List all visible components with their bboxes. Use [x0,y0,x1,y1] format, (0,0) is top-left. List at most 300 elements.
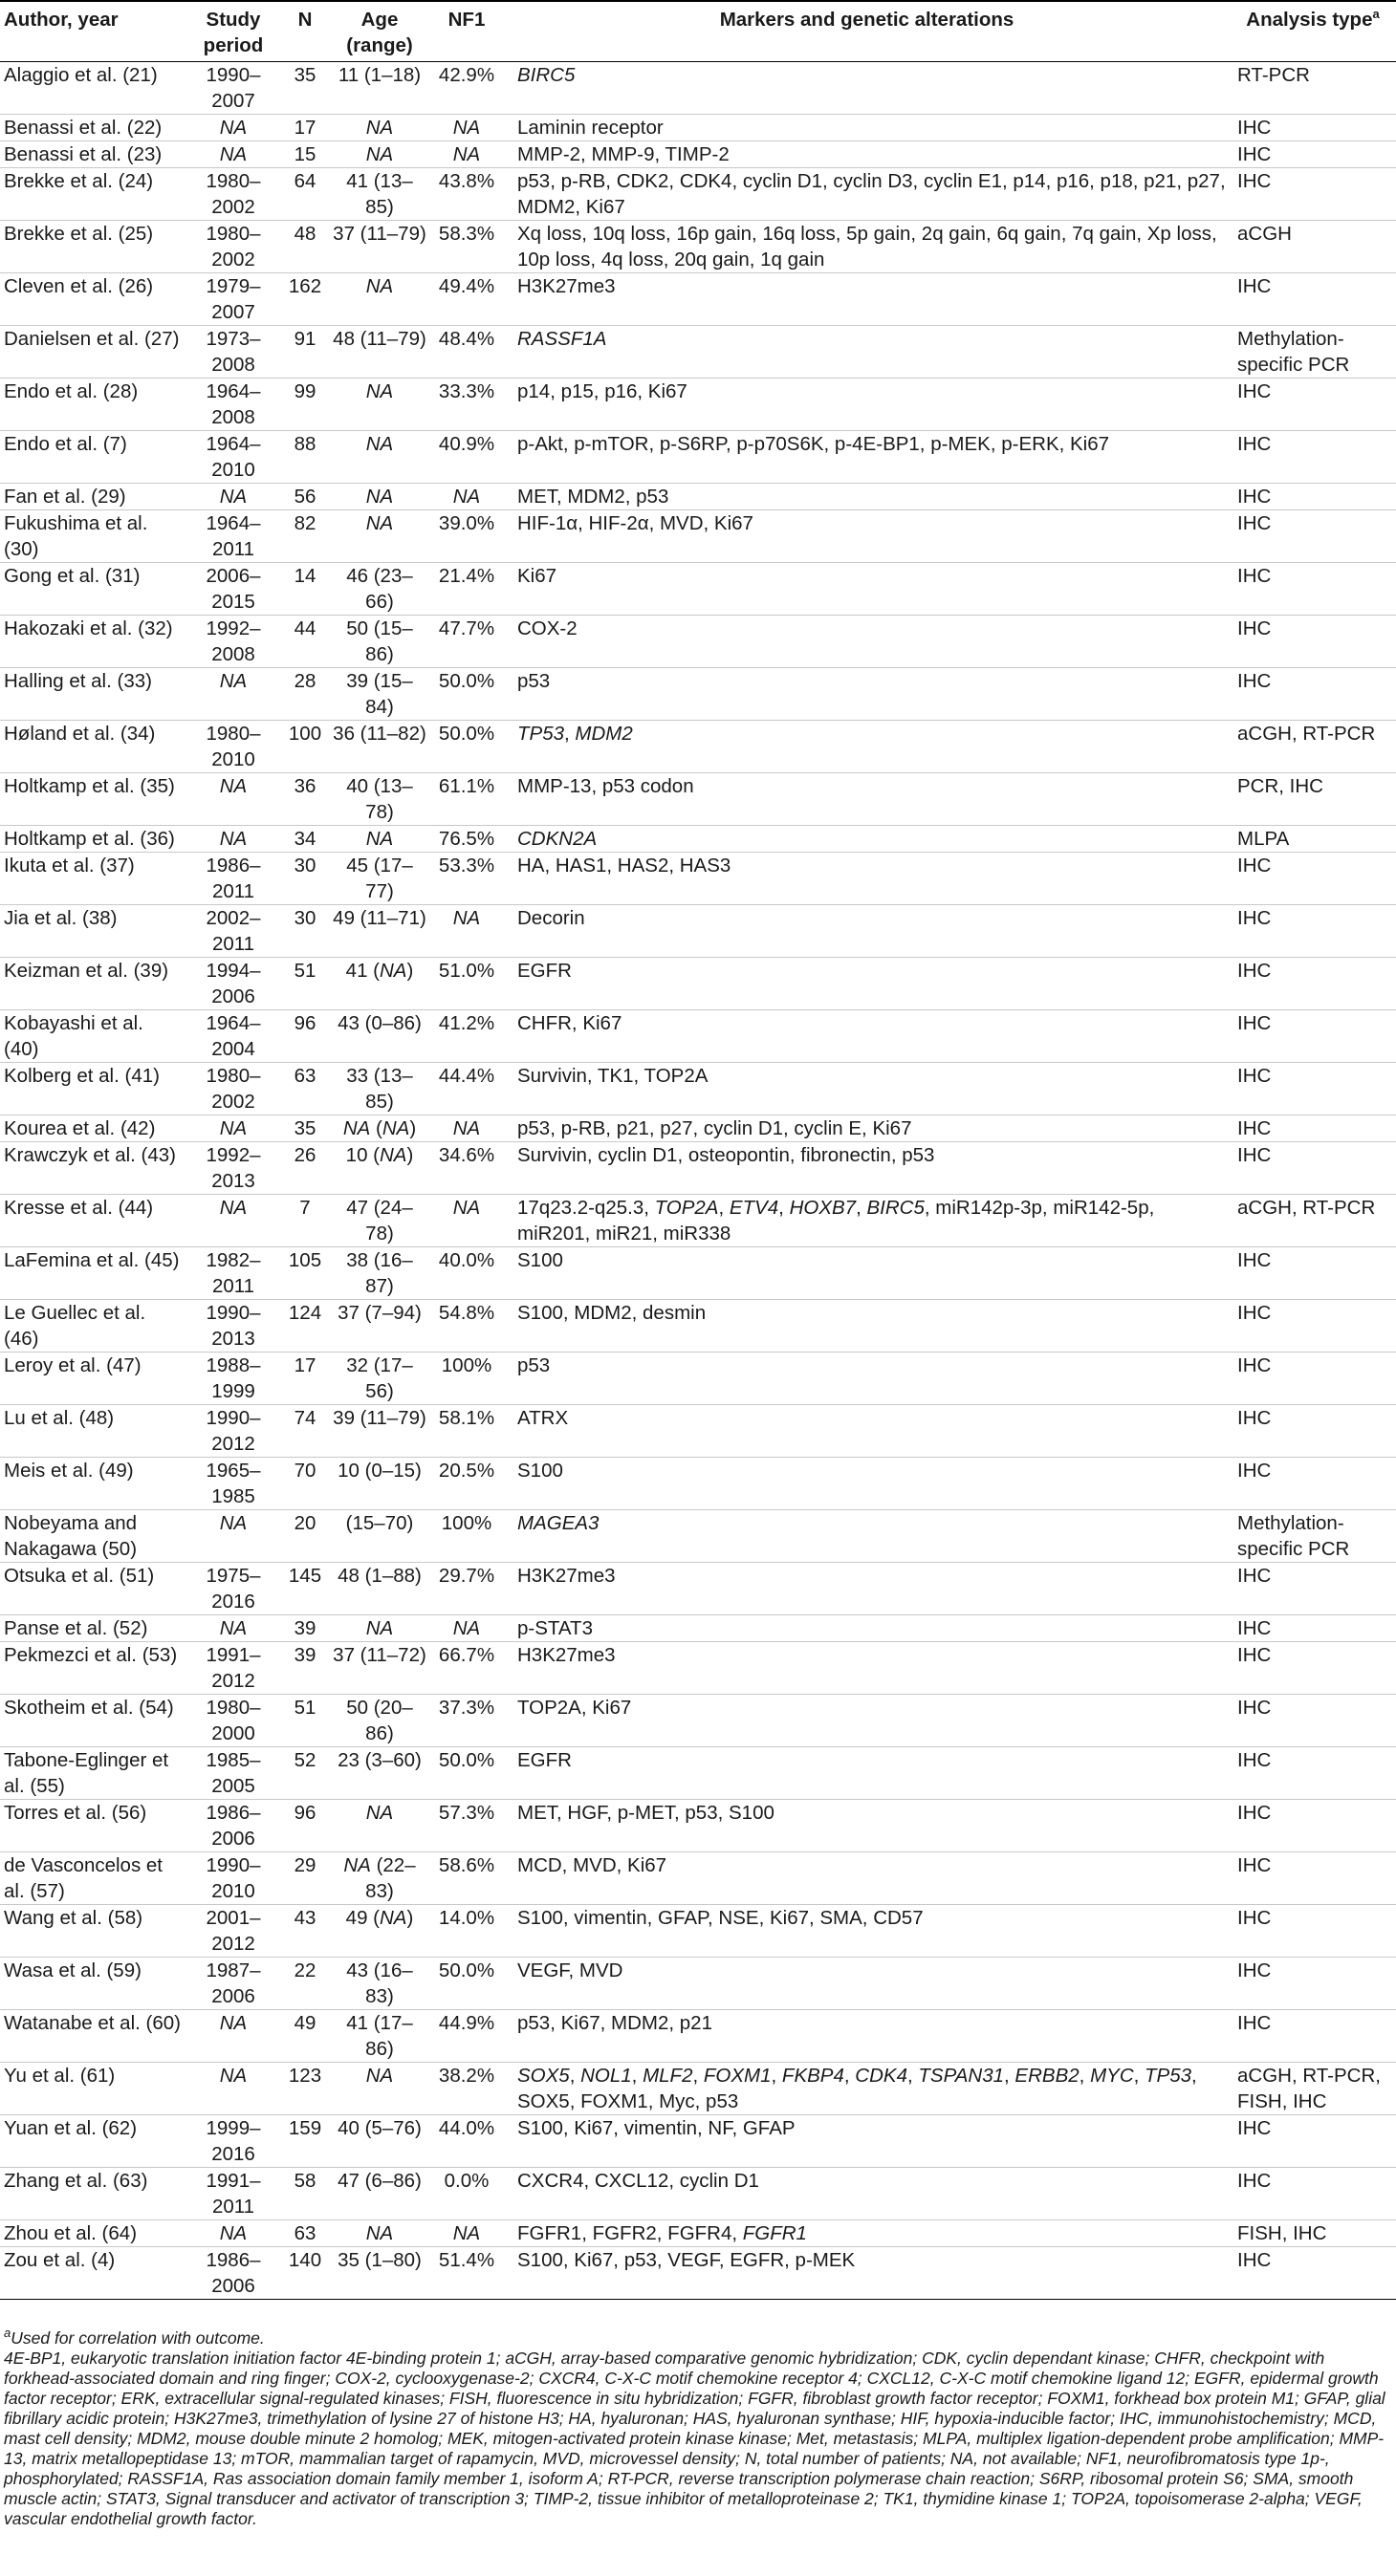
cell-analysis-type: IHC [1230,1300,1396,1353]
cell-age-text: NA [365,828,394,850]
cell-markers-text: S100, MDM2, desmin [517,1302,707,1324]
cell-study-period [186,1247,280,1300]
cell-author [0,1063,186,1115]
cell-nf1 [429,1010,504,1063]
cell-author [0,853,186,905]
table-row [0,826,1396,853]
cell-analysis-type: IHC [1230,616,1396,668]
cell-nf1-text: 21.4% [438,565,495,587]
cell-study-period [186,1958,280,2010]
cell-age-text: NA [382,1117,410,1139]
cell-age-text: 39 (11–79) [333,1407,426,1429]
cell-n: 17 [280,115,330,141]
cell-author-text: Kourea et al. (42) [4,1117,156,1139]
cell-markers-text: , [1133,2065,1145,2087]
cell-markers-text: FGFR1 [742,2222,807,2244]
cell-age-text: 49 (11–71) [333,907,426,929]
cell-markers-text: p53 [517,1354,551,1376]
table-row [0,1510,1396,1563]
cell-age [330,1695,429,1747]
cell-markers-text: , [569,2065,581,2087]
cell-author [0,431,186,484]
cell-markers-text: p14, p15, p16, Ki67 [517,380,687,402]
cell-study-period [186,431,280,484]
cell-author [0,2010,186,2063]
cell-study-period [186,273,280,326]
table-row [0,115,1396,141]
cell-analysis-type: IHC [1230,958,1396,1010]
cell-study-period [186,1405,280,1458]
cell-analysis-type: IHC [1230,510,1396,563]
col-header-analysis [1230,1,1396,62]
cell-author [0,2115,186,2168]
table-row [0,1247,1396,1300]
cell-study-period [186,484,280,510]
cell-markers-text: Decorin [517,907,585,929]
cell-nf1-text: 50.0% [438,670,495,692]
cell-study-period-text: 1985–2005 [206,1749,261,1797]
cell-markers [504,616,1230,668]
cell-author [0,2168,186,2220]
cell-markers [504,326,1230,379]
cell-author-text: Otsuka et al. (51) [4,1565,155,1587]
cell-author [0,721,186,773]
cell-nf1 [429,1642,504,1695]
table-row [0,1142,1396,1195]
cell-study-period [186,1642,280,1695]
cell-author [0,379,186,431]
cell-study-period [186,1747,280,1800]
cell-analysis-type: IHC [1230,2247,1396,2300]
cell-study-period-text: 1964–2010 [206,433,261,481]
cell-markers-text: ERBB2 [1014,2065,1080,2087]
cell-study-period [186,326,280,379]
cell-markers [504,273,1230,326]
cell-analysis-type: IHC [1230,1905,1396,1958]
cell-markers [504,431,1230,484]
cell-analysis-type: aCGH, RT-PCR, FISH, IHC [1230,2063,1396,2115]
table-row [0,1010,1396,1063]
cell-markers-text: , [631,2065,643,2087]
cell-markers [504,1747,1230,1800]
cell-study-period [186,2063,280,2115]
cell-age [330,484,429,510]
cell-study-period-text: 1991–2012 [206,1644,261,1692]
cell-markers [504,1115,1230,1142]
cell-markers [504,1695,1230,1747]
table-row [0,905,1396,958]
cell-nf1 [429,484,504,510]
cell-nf1 [429,1800,504,1852]
cell-nf1 [429,1115,504,1142]
cell-age [330,326,429,379]
cell-age-text: ) [409,1117,417,1139]
cell-age [330,62,429,115]
cell-nf1-text: NA [452,143,481,165]
cell-age-text: ( [370,1117,382,1139]
cell-author [0,1010,186,1063]
cell-nf1-text: 57.3% [438,1802,495,1824]
cell-age-text: NA [365,2222,394,2244]
table-row [0,1800,1396,1852]
cell-markers-text: , SOX5, FOXM1, Myc, p53 [517,2065,1197,2112]
cell-age-text: NA [365,380,394,402]
cell-age [330,168,429,221]
cell-n: 96 [280,1800,330,1852]
cell-age-text: NA [342,1117,371,1139]
cell-nf1 [429,1747,504,1800]
cell-nf1 [429,2168,504,2220]
cell-nf1-text: 44.0% [438,2117,495,2139]
cell-analysis-type: IHC [1230,273,1396,326]
cell-n: 35 [280,62,330,115]
cell-author-text: Danielsen et al. (27) [4,328,180,350]
cell-author-text: Cleven et al. (26) [4,275,154,297]
cell-nf1-text: 66.7% [438,1644,495,1666]
cell-study-period [186,721,280,773]
cell-study-period [186,616,280,668]
cell-analysis-type: IHC [1230,1405,1396,1458]
table-row [0,668,1396,721]
cell-analysis-type: IHC [1230,1958,1396,2010]
cell-author-text: Kolberg et al. (41) [4,1065,160,1087]
cell-author [0,2220,186,2247]
cell-markers-text: CDK4 [855,2065,907,2087]
cell-author [0,273,186,326]
cell-age-text: 47 (24–78) [346,1197,413,1245]
cell-nf1 [429,1405,504,1458]
cell-age [330,853,429,905]
cell-author-text: Jia et al. (38) [4,907,118,929]
cell-author-text: Watanabe et al. (60) [4,2012,181,2034]
col-header-n: N [280,1,330,62]
table-row [0,616,1396,668]
cell-author-text: Leroy et al. (47) [4,1354,142,1376]
cell-markers [504,510,1230,563]
cell-nf1-text: 0.0% [444,2170,490,2192]
cell-author-text: Zhou et al. (64) [4,2222,138,2244]
cell-author-text: Brekke et al. (24) [4,170,154,192]
cell-age-text: 37 (11–72) [333,1644,426,1666]
cell-age [330,616,429,668]
cell-markers [504,1563,1230,1615]
cell-study-period [186,1010,280,1063]
cell-nf1 [429,326,504,379]
cell-n: 22 [280,1958,330,2010]
cell-study-period-text: 1980–2002 [206,1065,261,1113]
cell-n: 56 [280,484,330,510]
cell-age [330,2115,429,2168]
cell-study-period [186,1142,280,1195]
cell-study-period [186,1852,280,1905]
cell-nf1 [429,1142,504,1195]
cell-study-period-text: 1991–2011 [206,2170,261,2218]
cell-study-period-text: 1992–2013 [206,1144,261,1192]
cell-n: 51 [280,1695,330,1747]
cell-study-period [186,1800,280,1852]
cell-author [0,826,186,853]
cell-markers-text: TSPAN31 [918,2065,1005,2087]
col-header-author: Author, year [0,1,186,62]
cell-markers-text: Survivin, TK1, TOP2A [517,1065,709,1087]
cell-markers [504,826,1230,853]
cell-age [330,1563,429,1615]
table-row [0,773,1396,826]
table-row [0,2168,1396,2220]
cell-age-text: 43 (0–86) [338,1012,422,1034]
table-row [0,273,1396,326]
cell-author-text: Keizman et al. (39) [4,960,169,982]
cell-study-period [186,1063,280,1115]
cell-analysis-type: IHC [1230,2168,1396,2220]
cell-nf1 [429,2010,504,2063]
cell-analysis-type: IHC [1230,2010,1396,2063]
cell-n: 105 [280,1247,330,1300]
cell-age-text: 40 (5–76) [338,2117,422,2139]
table-row [0,1063,1396,1115]
cell-study-period-text: 2002–2011 [206,907,261,955]
cell-age [330,958,429,1010]
cell-age-text: 23 (3–60) [338,1749,422,1771]
cell-markers [504,773,1230,826]
cell-markers-text: , [718,1197,730,1219]
cell-nf1-text: 34.6% [438,1144,495,1166]
cell-n: 52 [280,1747,330,1800]
cell-author [0,1247,186,1300]
table-row [0,1353,1396,1405]
cell-markers [504,1958,1230,2010]
cell-age [330,1300,429,1353]
cell-markers [504,905,1230,958]
cell-n: 39 [280,1642,330,1695]
cell-study-period-text: NA [219,828,248,850]
cell-study-period-text: NA [219,143,248,165]
cell-author-text: Benassi et al. (22) [4,117,163,139]
cell-author-text: Ikuta et al. (37) [4,855,135,877]
table-row [0,379,1396,431]
cell-markers-text: MLF2 [643,2065,693,2087]
cell-study-period-text: NA [219,1117,248,1139]
cell-age [330,826,429,853]
cell-markers [504,2115,1230,2168]
cell-n: 96 [280,1010,330,1063]
cell-analysis-type: IHC [1230,905,1396,958]
cell-study-period-text: 1990–2007 [206,64,261,112]
cell-markers [504,721,1230,773]
cell-study-period [186,221,280,273]
cell-markers-text: HOXB7 [789,1197,857,1219]
cell-age-text: 50 (15–86) [346,617,413,665]
cell-study-period-text: 1973–2008 [206,328,261,376]
cell-study-period-text: 2001–2012 [206,1907,261,1955]
cell-age [330,1615,429,1642]
cell-markers [504,141,1230,168]
table-row [0,1958,1396,2010]
table-row [0,62,1396,115]
cell-markers-text: p-STAT3 [517,1617,593,1639]
cell-markers-text: H3K27me3 [517,1644,616,1666]
cell-study-period [186,168,280,221]
cell-n: 63 [280,1063,330,1115]
cell-analysis-type: IHC [1230,1747,1396,1800]
cell-age [330,2247,429,2300]
cell-nf1-text: 100% [441,1354,492,1376]
table-header [0,1,1396,62]
cell-study-period-text: NA [219,2065,248,2087]
cell-markers-text: , [778,1197,790,1219]
cell-markers-text: MMP-13, p53 codon [517,775,694,797]
table-row [0,2220,1396,2247]
cell-markers-text: H3K27me3 [517,275,616,297]
cell-markers-text: HIF-1α, HIF-2α, MVD, Ki67 [517,512,753,534]
cell-author [0,510,186,563]
cell-markers-text: ETV4 [729,1197,779,1219]
cell-study-period-text: 1986–2006 [206,2249,261,2297]
cell-author [0,168,186,221]
cell-markers-text: Ki67 [517,565,557,587]
footnote-marker: a [1372,7,1380,22]
cell-age-text: NA [343,1854,371,1876]
cell-markers-text: Survivin, cyclin D1, osteopontin, fibronectin, p53 [517,1144,935,1166]
cell-author [0,326,186,379]
cell-analysis-type: IHC [1230,1142,1396,1195]
cell-markers-text: , [843,2065,856,2087]
cell-n: 74 [280,1405,330,1458]
cell-nf1 [429,221,504,273]
cell-markers [504,1800,1230,1852]
cell-study-period-text: 1990–2010 [206,1854,261,1902]
cell-age-text: 38 (16–87) [346,1249,413,1297]
cell-study-period-text: 1980–2002 [206,223,261,271]
cell-author [0,1563,186,1615]
cell-markers [504,1300,1230,1353]
cell-age-text: 49 ( [345,1907,380,1929]
cell-nf1-text: 20.5% [438,1460,495,1482]
cell-markers [504,2220,1230,2247]
cell-age-text: NA [380,960,407,982]
cell-markers [504,168,1230,221]
cell-author-text: Zhang et al. (63) [4,2170,148,2192]
cell-author-text: Fukushima et al. (30) [4,512,148,560]
cell-author [0,1615,186,1642]
cell-nf1 [429,905,504,958]
cell-nf1 [429,853,504,905]
table-footnotes [0,2328,1396,2529]
cell-analysis-type: IHC [1230,141,1396,168]
cell-analysis-type: PCR, IHC [1230,773,1396,826]
table-row [0,1115,1396,1142]
cell-nf1 [429,1300,504,1353]
cell-nf1-text: 37.3% [438,1697,495,1719]
cell-study-period [186,1458,280,1510]
cell-author [0,2063,186,2115]
cell-study-period [186,510,280,563]
cell-n: 48 [280,221,330,273]
cell-study-period [186,2247,280,2300]
cell-age-text: NA [365,117,394,139]
cell-author [0,115,186,141]
cell-nf1-text: NA [452,486,481,508]
cell-analysis-type: IHC [1230,1852,1396,1905]
cell-nf1-text: 49.4% [438,275,495,297]
cell-n: 88 [280,431,330,484]
cell-author [0,1510,186,1563]
cell-author-text: Høland et al. (34) [4,723,156,745]
cell-analysis-type: IHC [1230,115,1396,141]
cell-study-period-text: NA [219,2012,248,2034]
cell-author [0,1115,186,1142]
table-row [0,563,1396,616]
cell-age-text: 41 ( [345,960,380,982]
cell-nf1-text: NA [452,2222,481,2244]
table-row [0,721,1396,773]
cell-author-text: Halling et al. (33) [4,670,152,692]
cell-nf1-text: 58.1% [438,1407,495,1429]
cell-author [0,141,186,168]
cell-age-text: NA [365,275,394,297]
cell-markers [504,1852,1230,1905]
cell-markers-text: S100, Ki67, p53, VEGF, EGFR, p-MEK [517,2249,856,2271]
cell-nf1-text: 39.0% [438,512,495,534]
cell-age-text: 11 (1–18) [338,64,422,86]
cell-nf1 [429,62,504,115]
cell-nf1-text: 33.3% [438,380,495,402]
cell-author [0,221,186,273]
cell-author [0,1695,186,1747]
cell-markers-text: , [906,2065,919,2087]
cell-author-text: Zou et al. (4) [4,2249,116,2271]
cell-age-text: 32 (17–56) [346,1354,413,1402]
cell-analysis-type: IHC [1230,1010,1396,1063]
cell-study-period-text: NA [219,1512,248,1534]
cell-markers [504,2010,1230,2063]
cell-nf1-text: NA [452,1197,481,1219]
cell-age-text: 37 (11–79) [333,223,426,245]
cell-markers-text: TP53 [1145,2065,1192,2087]
cell-age [330,1905,429,1958]
cell-nf1-text: NA [452,1117,481,1139]
cell-age-text: 40 (13–78) [346,775,413,823]
cell-age [330,1800,429,1852]
cell-n: 91 [280,326,330,379]
cell-nf1-text: 100% [441,1512,492,1534]
cell-analysis-type: IHC [1230,168,1396,221]
cell-age [330,1063,429,1115]
cell-nf1 [429,1195,504,1247]
cell-analysis-type: IHC [1230,1563,1396,1615]
cell-study-period-text: 1999–2016 [206,2117,261,2165]
cell-nf1-text: 50.0% [438,1959,495,1981]
cell-nf1-text: 14.0% [438,1907,495,1929]
cell-author-text: Krawczyk et al. (43) [4,1144,176,1166]
cell-age-text: 43 (16–83) [346,1959,413,2007]
cell-study-period-text: NA [219,1197,248,1219]
cell-author [0,1195,186,1247]
cell-age-text: 45 (17–77) [346,855,413,902]
cell-age-text: 41 (17–86) [346,2012,413,2060]
cell-nf1-text: 47.7% [438,617,495,639]
cell-markers-text: , [856,1197,867,1219]
cell-markers-text: H3K27me3 [517,1565,616,1587]
cell-markers-text: FGFR1, FGFR2, FGFR4, [517,2222,743,2244]
cell-nf1 [429,1695,504,1747]
cell-nf1 [429,379,504,431]
cell-n: 17 [280,1353,330,1405]
cell-markers-text: MET, HGF, p-MET, p53, S100 [517,1802,774,1824]
footnote-a-text: Used for correlation with outcome. [11,2328,265,2348]
cell-nf1 [429,1353,504,1405]
cell-study-period-text: NA [219,117,248,139]
